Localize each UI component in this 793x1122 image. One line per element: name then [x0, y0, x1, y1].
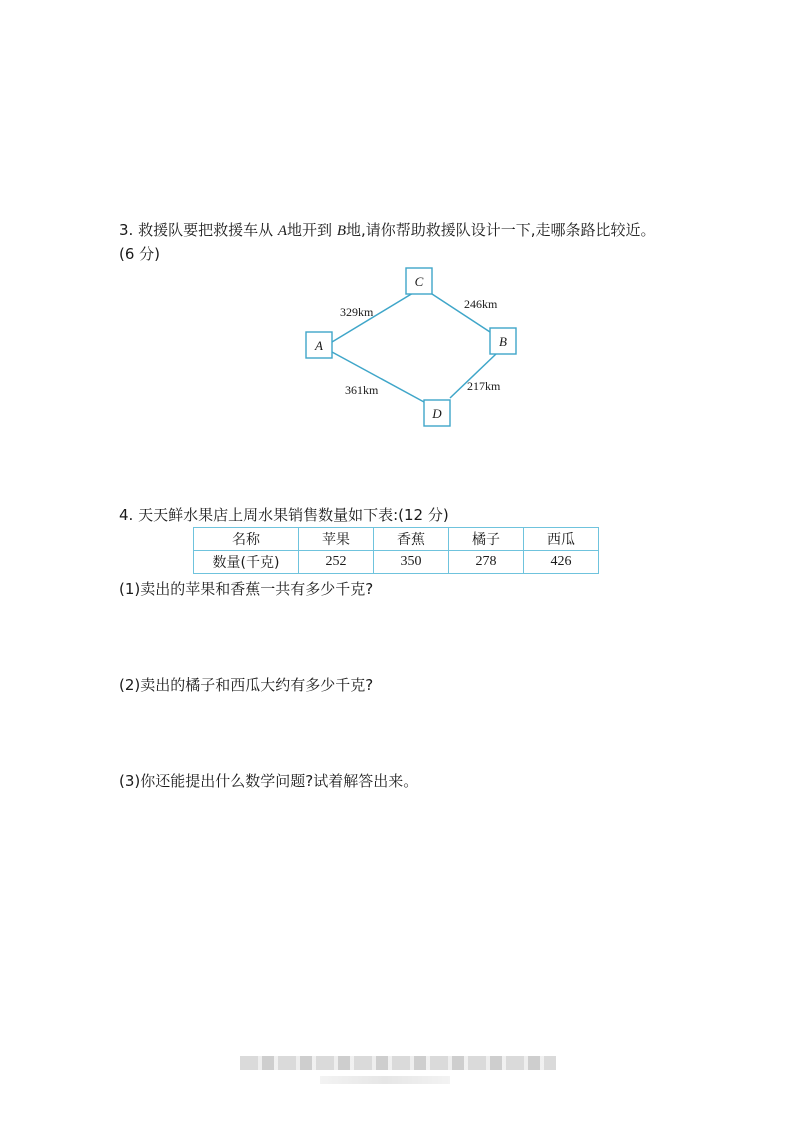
table-header-cell: 西瓜 — [524, 528, 599, 551]
q3-text-mid: 地开到 — [287, 221, 337, 239]
table-cell: 350 — [374, 551, 449, 574]
q3-point-b: B — [336, 223, 346, 239]
question-4-sub-1: (1)卖出的苹果和香蕉一共有多少千克? — [119, 580, 374, 598]
node-c — [406, 268, 432, 294]
table-header-cell: 橘子 — [449, 528, 524, 551]
distance-a-d: 361km — [345, 383, 379, 397]
question-4-sub-2: (2)卖出的橘子和西瓜大约有多少千克? — [119, 676, 374, 694]
distance-d-b: 217km — [467, 379, 501, 393]
table-row — [194, 551, 599, 574]
table-header-cell: 香蕉 — [374, 528, 449, 551]
distance-a-c: 329km — [340, 305, 374, 319]
distance-c-b: 246km — [464, 297, 498, 311]
table-cell: 426 — [524, 551, 599, 574]
node-b-label: B — [499, 334, 507, 349]
q3-point-a: A — [277, 223, 288, 239]
node-c-label: C — [414, 274, 424, 289]
fruit-sales-table — [193, 527, 599, 574]
q3-text-prefix: 3. 救援队要把救援车从 — [119, 221, 278, 239]
question-3-line-1 — [119, 219, 656, 242]
table-header-row — [194, 528, 599, 551]
route-diagram — [290, 262, 530, 434]
node-a-label: A — [315, 338, 323, 353]
blurred-footer-watermark-small — [320, 1076, 450, 1084]
table-cell: 252 — [299, 551, 374, 574]
node-d — [424, 400, 450, 426]
node-b — [490, 328, 516, 354]
table-header-cell: 苹果 — [299, 528, 374, 551]
node-a — [306, 332, 332, 358]
question-4-sub-3: (3)你还能提出什么数学问题?试着解答出来。 — [119, 772, 419, 790]
blurred-footer-watermark — [240, 1056, 556, 1070]
q3-text-suffix: 地,请你帮助救援队设计一下,走哪条路比较近。 — [345, 221, 656, 239]
node-d-label: D — [432, 406, 442, 421]
table-row-label: 数量(千克) — [194, 551, 299, 574]
table-header-cell: 名称 — [194, 528, 299, 551]
question-4-title: 4. 天天鲜水果店上周水果销售数量如下表:(12 分) — [119, 506, 449, 524]
question-3-score: (6 分) — [119, 245, 161, 263]
table-cell: 278 — [449, 551, 524, 574]
